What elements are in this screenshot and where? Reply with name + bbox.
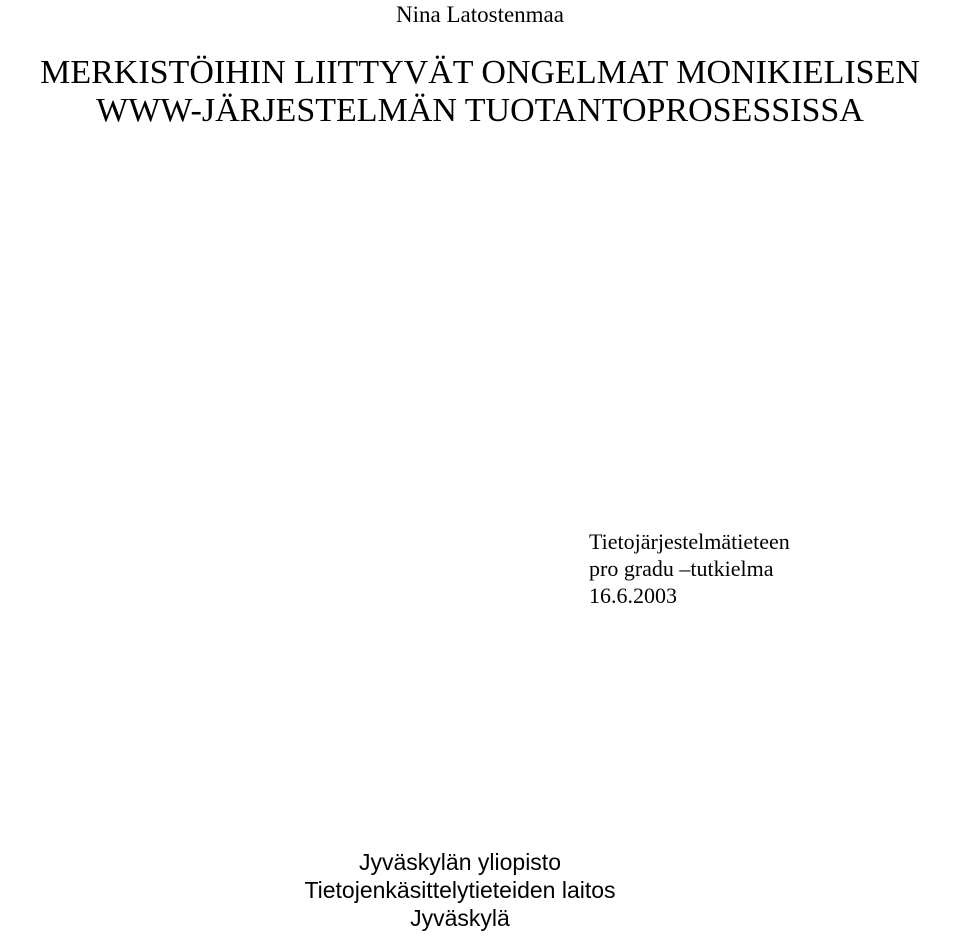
thesis-subject: Tietojärjestelmätieteen [589,529,790,554]
department-name: Tietojenkäsittelytieteiden laitos [304,877,616,903]
city-name: Jyväskylä [410,905,510,931]
thesis-date: 16.6.2003 [589,583,677,608]
thesis-info [589,528,790,609]
university-name: Jyväskylän yliopisto [359,849,561,875]
thesis-type: pro gradu –tutkielma [589,556,774,581]
title-line-1: MERKISTÖIHIN LIITTYVÄT ONGELMAT MONIKIELISEN [40,54,920,91]
document-title [0,54,960,130]
author-name: Nina Latostenmaa [396,2,564,27]
institution-block [0,848,920,932]
title-line-2: WWW-JÄRJESTELMÄN TUOTANTOPROSESSISSA [96,92,864,129]
